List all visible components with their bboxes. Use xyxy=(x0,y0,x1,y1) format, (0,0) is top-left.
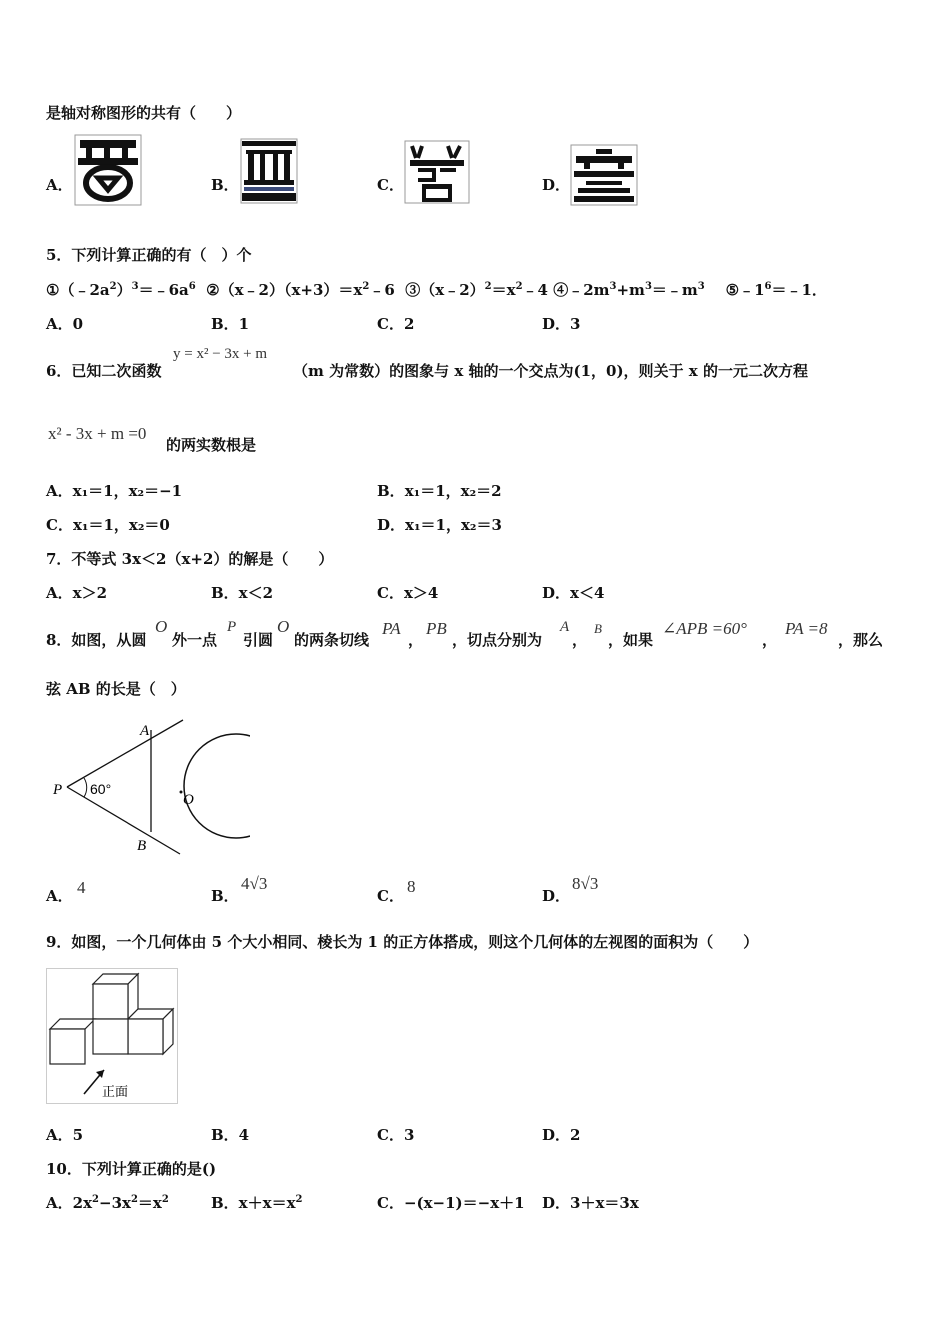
q8-option-d-label: D． xyxy=(542,887,571,905)
q5-i4-sup2: 3 xyxy=(644,281,652,292)
q10-option-b xyxy=(211,1192,302,1213)
q5-item-3 xyxy=(405,281,548,299)
q8-label-o: O xyxy=(183,792,194,808)
q5-item-1 xyxy=(46,281,196,299)
q5-i4-mid1: +m xyxy=(616,281,645,299)
q8-option-b-label: B． xyxy=(211,887,239,905)
q8-comma3: ， xyxy=(762,631,778,649)
q5-i3-mid: ＝x xyxy=(491,281,516,299)
q7-option-d: D．x＜4 xyxy=(542,584,605,602)
q6-c-label: C． xyxy=(46,516,73,534)
q6-stem-pre: 6．已知二次函数 xyxy=(46,362,162,380)
q4-option-a-label: A． xyxy=(46,176,73,194)
q8-circle xyxy=(184,734,250,838)
q5-i1-sup1: 2 xyxy=(109,281,117,292)
q8-label-p: P xyxy=(53,782,63,798)
q5-item-5 xyxy=(726,281,827,299)
q5-i1-sup3: 6 xyxy=(188,281,196,292)
q5-i5-post: ＝﹣1． xyxy=(771,281,827,299)
q10-a-eq: ＝x xyxy=(137,1194,162,1212)
q6-option-a xyxy=(46,480,182,501)
q8-label-angle: 60° xyxy=(90,781,112,797)
q10-a-sup1: 2 xyxy=(92,1194,99,1205)
q5-option-c: C．2 xyxy=(377,315,415,333)
q9-option-c: C．3 xyxy=(377,1126,415,1144)
q8-pb: PB xyxy=(426,619,447,638)
q9-option-d: D．2 xyxy=(542,1126,581,1144)
q8-s5: ，切点分别为 xyxy=(452,631,543,649)
q7-stem: 7．不等式 3x＜2（x+2）的解是（ ） xyxy=(46,550,334,568)
q5-i2-pre: ②（x﹣2）（x+3）＝x xyxy=(206,281,363,299)
q5-i1-mid: ） xyxy=(116,281,132,299)
seal-glyph-a xyxy=(74,134,142,206)
q8-comma1: ， xyxy=(408,631,424,649)
q5-i4-mid2: ＝﹣m xyxy=(651,281,698,299)
q8-a: A xyxy=(560,619,570,635)
q10-a-pre: A．2x xyxy=(46,1194,93,1212)
q5-stem: 5．下列计算正确的有（ ）个 xyxy=(46,246,252,264)
q5-i4-pre: ④﹣2m xyxy=(553,281,610,299)
q4-option-c-label: C． xyxy=(377,176,404,194)
q5-i1-post: ＝﹣6a xyxy=(138,281,189,299)
q6-option-b xyxy=(377,480,502,501)
q5-i1-pre: ①（﹣2a xyxy=(46,281,110,299)
q5-option-b: B．1 xyxy=(211,315,250,333)
q6-a-x1: x₁＝1， xyxy=(72,482,129,500)
q8-b: B xyxy=(594,621,602,636)
q8-angle: ∠APB =60° xyxy=(662,619,747,638)
q8-pa: PA xyxy=(382,619,401,638)
q6-function: y = x² − 3x + m xyxy=(173,346,268,362)
q8-option-c-label: C． xyxy=(377,887,404,905)
seal-glyph-d xyxy=(570,144,638,206)
q5-i4-sup1: 3 xyxy=(609,281,617,292)
q8-o1: O xyxy=(155,617,168,636)
q9-option-a: A．5 xyxy=(46,1126,84,1144)
q9-front-label: 正面 xyxy=(102,1085,129,1100)
q8-s4: 的两条切线 xyxy=(294,631,370,649)
q8-angle-arc xyxy=(84,778,87,797)
q5-i5-sup: 6 xyxy=(764,281,772,292)
q6-d-x1: x₁＝1， xyxy=(405,516,461,534)
q7-option-c: C．x＞4 xyxy=(377,584,439,602)
q5-i3-sup1: 2 xyxy=(484,281,492,292)
q5-i3-sup2: 2 xyxy=(515,281,523,292)
q7-option-b: B．x＜2 xyxy=(211,584,274,602)
q6-a-label: A． xyxy=(46,482,73,500)
q4-option-d-label: D． xyxy=(542,176,571,194)
q5-items xyxy=(46,279,827,300)
q6-c-x2: x₂＝0 xyxy=(128,516,170,534)
q8-o2: O xyxy=(277,617,290,636)
q5-i3-pre: ③（x﹣2） xyxy=(405,281,485,299)
q4-stem: 是轴对称图形的共有（ ） xyxy=(46,104,242,122)
q8-s7: ，那么 xyxy=(838,631,884,649)
q9-figure xyxy=(46,968,178,1104)
q8-option-d-value: 8√3 xyxy=(572,874,599,893)
q8-p: P xyxy=(227,619,237,635)
q8-s2: 外一点 xyxy=(172,631,218,649)
q5-i3-post: ﹣4 xyxy=(522,281,548,299)
q5-item-4 xyxy=(553,281,705,299)
q8-option-b-value: 4√3 xyxy=(241,874,268,893)
q10-b-sup: 2 xyxy=(295,1194,303,1205)
q6-b-x2: x₂＝2 xyxy=(460,482,502,500)
q6-stem-end: 的两实数根是 xyxy=(166,436,257,454)
q6-stem-post: （m 为常数）的图象与 x 轴的一个交点为(1，0)，则关于 x 的一元二次方程 xyxy=(293,362,808,380)
q8-s3: 引圆 xyxy=(243,631,274,649)
q6-option-d xyxy=(377,514,502,535)
q8-option-c-value: 8 xyxy=(407,877,416,896)
q5-option-d: D．3 xyxy=(542,315,581,333)
q8-s6: ，如果 xyxy=(608,631,654,649)
q8-label-b: B xyxy=(137,838,147,854)
q6-b-x1: x₁＝1， xyxy=(404,482,461,500)
q8-option-a-value: 4 xyxy=(77,878,86,897)
seal-glyph-c xyxy=(404,140,470,204)
q6-equation: x² - 3x + m =0 xyxy=(48,424,147,443)
seal-glyph-b xyxy=(240,138,298,204)
q8-figure xyxy=(50,714,250,858)
q6-b-label: B． xyxy=(377,482,405,500)
q8-tangent-pa xyxy=(67,720,183,787)
q6-d-label: D． xyxy=(377,516,406,534)
q10-stem: 10．下列计算正确的是() xyxy=(46,1160,217,1178)
q8-line2: 弦 AB 的长是（ ） xyxy=(46,680,186,698)
q10-b-pre: B．x＋x＝x xyxy=(211,1194,296,1212)
q5-option-a: A．0 xyxy=(46,315,84,333)
q10-option-c: C．−(x−1)＝−x＋1 xyxy=(377,1194,525,1212)
q5-item-2 xyxy=(206,281,395,299)
q8-pa-eq: PA =8 xyxy=(785,619,828,638)
q8-s1: 8．如图，从圆 xyxy=(46,631,147,649)
q8-tangent-pb xyxy=(67,787,180,854)
q10-option-d: D．3＋x＝3x xyxy=(542,1194,639,1212)
q6-d-x2: x₂＝3 xyxy=(460,516,502,534)
q5-i5-pre: ⑤﹣1 xyxy=(725,281,765,299)
q4-option-b-label: B． xyxy=(211,176,239,194)
q10-a-mid: −3x xyxy=(99,1194,131,1212)
q8-label-a: A xyxy=(140,723,150,739)
q8-comma2: ， xyxy=(572,631,588,649)
q6-option-c xyxy=(46,514,170,535)
q5-i2-post: ﹣6 xyxy=(369,281,395,299)
q5-i4-sup3: 3 xyxy=(697,281,705,292)
q9-stem: 9．如图，一个几何体由 5 个大小相同、棱长为 1 的正方体搭成，则这个几何体的左视图的面积为（ ） xyxy=(46,933,759,951)
q10-a-sup2: 2 xyxy=(130,1194,138,1205)
q6-c-x1: x₁＝1， xyxy=(72,516,129,534)
q5-i1-sup2: 3 xyxy=(131,281,139,292)
q9-option-b: B．4 xyxy=(211,1126,250,1144)
q7-option-a: A．x＞2 xyxy=(46,584,108,602)
q8-option-a-label: A． xyxy=(46,887,73,905)
q10-a-sup3: 2 xyxy=(161,1194,169,1205)
q10-option-a xyxy=(46,1192,169,1213)
q6-a-x2: x₂＝−1 xyxy=(128,482,183,500)
q5-i2-sup: 2 xyxy=(362,281,370,292)
